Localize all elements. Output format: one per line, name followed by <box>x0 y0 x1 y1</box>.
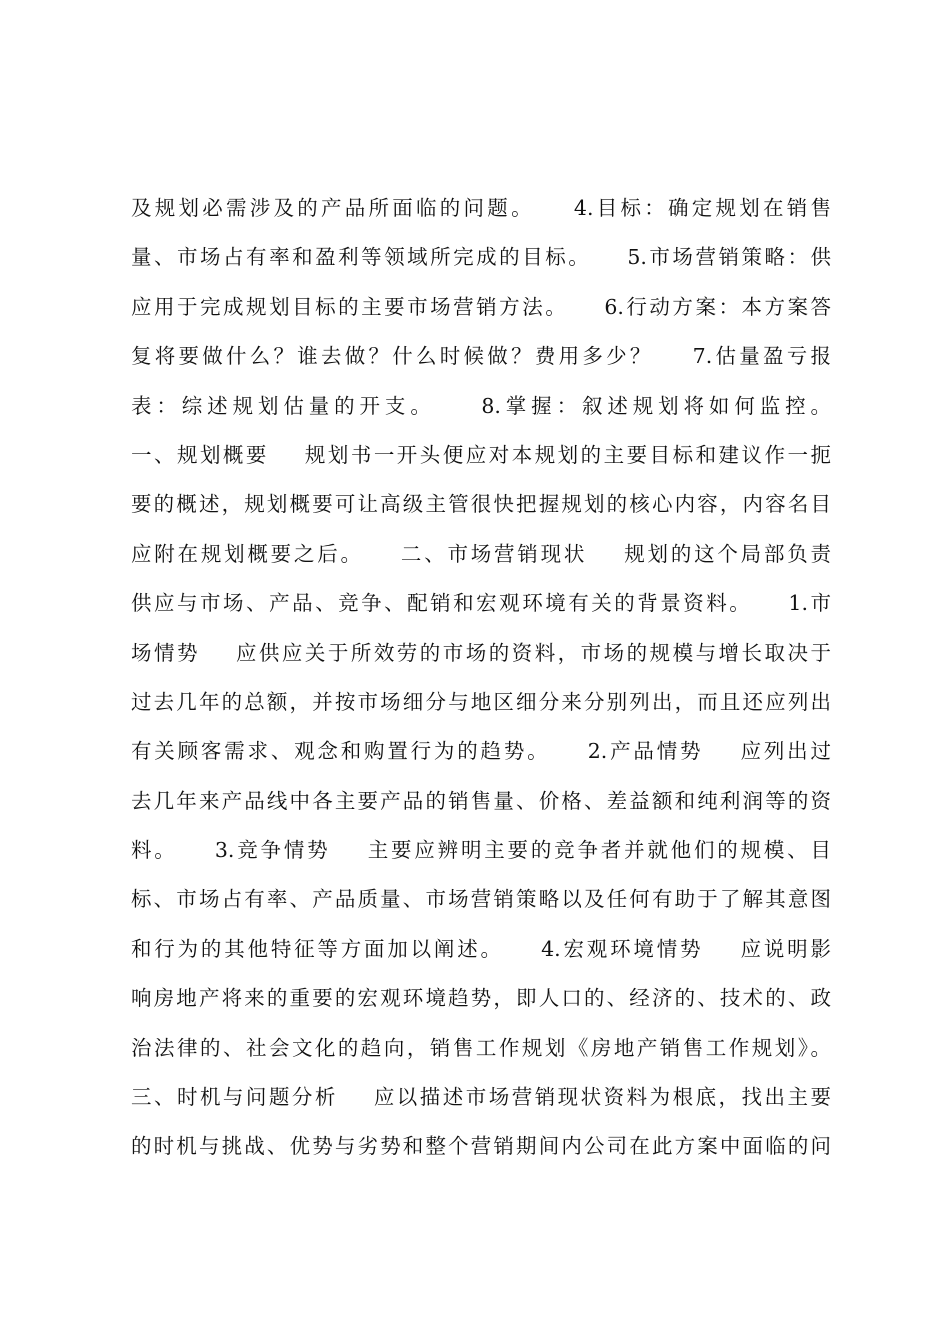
text-line: 及规划必需涉及的产品所面临的问题。 4.目标：确定规划在销售 <box>131 196 831 220</box>
text-line: 去几年来产品线中各主要产品的销售量、价格、差益额和纯利润等的资 <box>131 788 831 813</box>
text-line: 复将要做什么？谁去做？什么时候做？费用多少？ 7.估量盈亏报 <box>131 344 831 369</box>
text-line: 三、时机与问题分析 应以描述市场营销现状资料为根底，找出主要 <box>131 1085 831 1110</box>
text-line: 和行为的其他特征等方面加以阐述。 4.宏观环境情势 应说明影 <box>131 936 831 961</box>
text-line: 要的概述，规划概要可让高级主管很快把握规划的核心内容，内容名目 <box>131 492 831 517</box>
text-line: 响房地产将来的重要的宏观环境趋势，即人口的、经济的、技术的、政 <box>131 986 831 1011</box>
text-line: 标、市场占有率、产品质量、市场营销策略以及任何有助于了解其意图 <box>131 887 831 912</box>
text-line: 一、规划概要 规划书一开头便应对本规划的主要目标和建议作一扼 <box>131 442 831 467</box>
body-text <box>131 184 831 1172</box>
text-line: 量、市场占有率和盈利等领域所完成的目标。 5.市场营销策略：供 <box>131 245 831 270</box>
text-line: 治法律的、社会文化的趋向，销售工作规划《房地产销售工作规划》。 <box>131 1035 831 1060</box>
text-line: 过去几年的总额，并按市场细分与地区细分来分别列出，而且还应列出 <box>131 689 831 714</box>
text-line: 的时机与挑战、优势与劣势和整个营销期间内公司在此方案中面临的问 <box>131 1134 831 1159</box>
text-line: 应附在规划概要之后。 二、市场营销现状 规划的这个局部负责 <box>131 541 831 566</box>
text-line: 供应与市场、产品、竞争、配销和宏观环境有关的背景资料。 1.市 <box>131 591 831 616</box>
text-line: 有关顾客需求、观念和购置行为的趋势。 2.产品情势 应列出过 <box>131 739 831 764</box>
text-line: 料。 3.竞争情势 主要应辨明主要的竞争者并就他们的规模、目 <box>131 838 831 863</box>
text-line: 场情势 应供应关于所效劳的市场的资料，市场的规模与增长取决于 <box>131 640 831 665</box>
text-line: 表：综述规划估量的开支。 8.掌握：叙述规划将如何监控。 <box>131 393 831 418</box>
text-line: 应用于完成规划目标的主要市场营销方法。 6.行动方案：本方案答 <box>131 294 831 319</box>
